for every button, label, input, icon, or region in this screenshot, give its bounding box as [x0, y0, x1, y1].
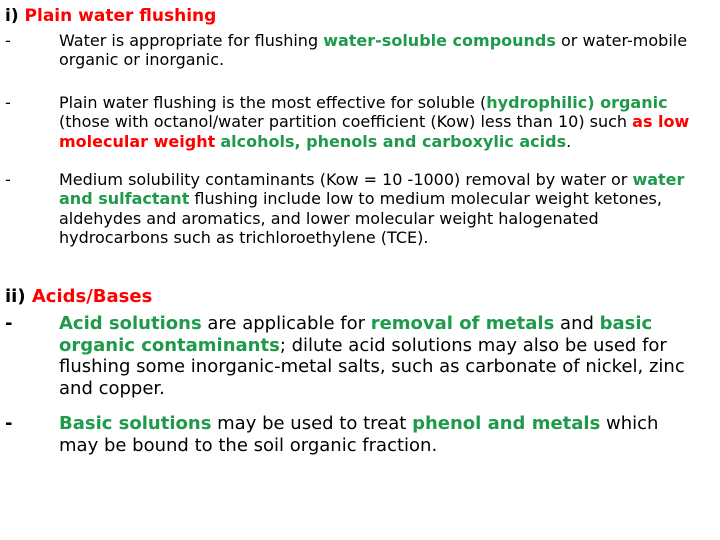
bullet-dash: -	[5, 31, 11, 50]
section-heading-plain-water	[5, 5, 216, 27]
bullet-dash: -	[5, 313, 13, 334]
section-number: i)	[5, 6, 19, 26]
bullet-text: Basic solutions may be used to treat phenol and metals which may be bound to the soil organic fraction.	[59, 413, 659, 456]
section-title: Plain water flushing	[24, 6, 217, 26]
highlight-keyword: Acid solutions	[59, 313, 202, 334]
section-heading-acids-bases	[5, 285, 152, 309]
section-title: Acids/Bases	[31, 286, 153, 307]
bullet-text: Medium solubility contaminants (Kow = 10 -1000) removal by water or water and sulfactant flushing include low to medium molecular weight ketones, aldehydes and aromatics, and lower molecular weight halogenated hydrocarbons such as trichloroethylene (TCE).	[59, 170, 685, 248]
bullet-dash: -	[5, 413, 13, 434]
highlight-keyword: Basic solutions	[59, 413, 212, 434]
highlight-keyword: water-soluble compounds	[323, 31, 556, 50]
highlight-keyword: hydrophilic) organic	[486, 93, 668, 112]
highlight-keyword: water and sulfactant	[59, 170, 685, 209]
highlight-keyword: phenol and metals	[412, 413, 601, 434]
bullet-text: Plain water flushing is the most effective for soluble (hydrophilic) organic (those with octanol/water partition coefficient (Kow) less than 10) such as low molecular weight alcohols, phenols and carboxylic acids.	[59, 93, 690, 151]
list-item	[0, 413, 699, 456]
bullet-dash: -	[5, 93, 11, 112]
highlight-keyword: basic organic contaminants	[59, 313, 653, 356]
section-number: ii)	[5, 286, 26, 307]
highlight-keyword: as low molecular weight	[59, 112, 690, 151]
list-item	[0, 31, 699, 70]
list-item	[0, 313, 699, 399]
highlight-keyword: removal of metals	[370, 313, 555, 334]
bullet-dash: -	[5, 170, 11, 189]
bullet-text: Water is appropriate for flushing water-soluble compounds or water-mobile organic or inorganic.	[59, 31, 688, 70]
bullet-text: Acid solutions are applicable for removal of metals and basic organic contaminants; dilute acid solutions may also be used for flushing some inorganic-metal salts, such as carbonate of nickel, zinc and copper.	[59, 313, 685, 399]
list-item	[0, 93, 699, 151]
highlight-keyword: alcohols, phenols and carboxylic acids	[220, 131, 567, 151]
list-item	[0, 170, 699, 248]
